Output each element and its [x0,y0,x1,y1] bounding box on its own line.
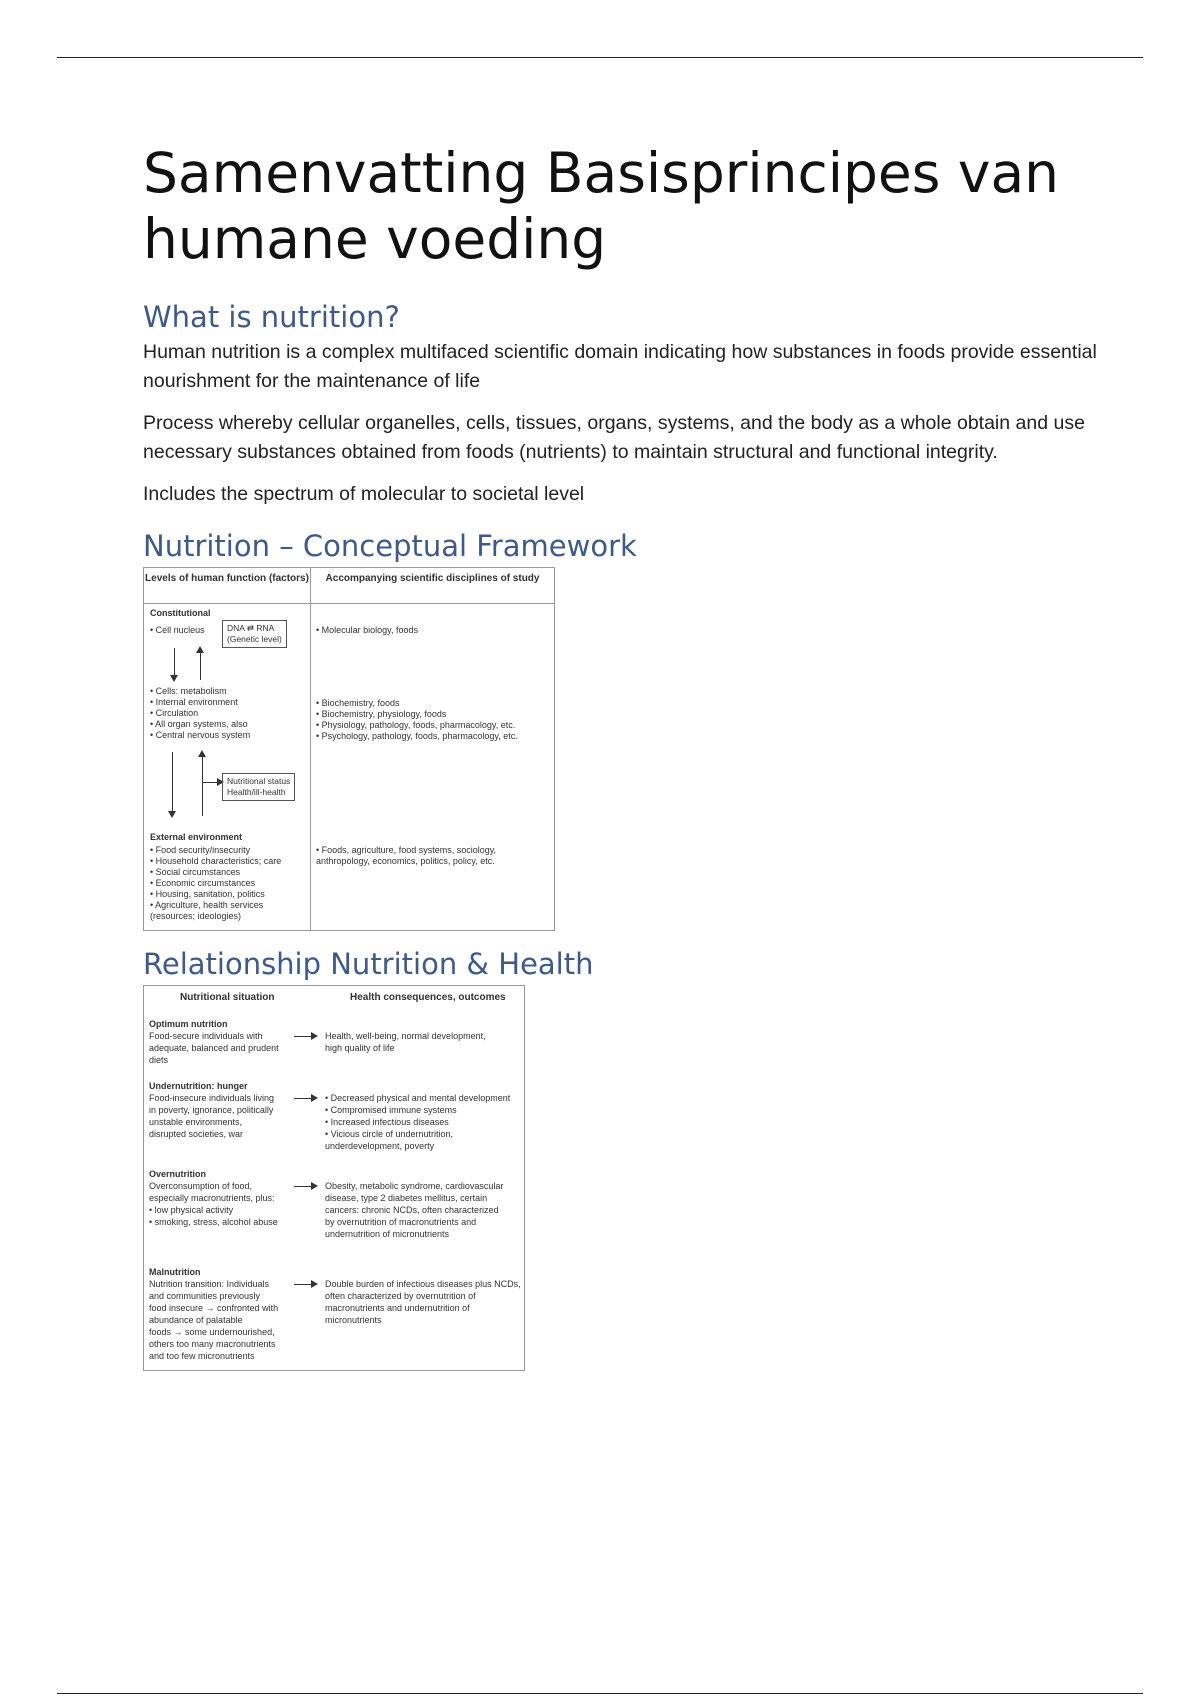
level-item: • Central nervous system [150,730,251,740]
bottom-rule [57,1693,1143,1694]
arrow-down-icon [172,752,173,816]
paragraph-spectrum: Includes the spectrum of molecular to societal level [143,483,585,505]
external-item: • Social circumstances [150,867,241,877]
external-item: (resources; ideologies) [150,911,242,921]
external-item: • Food security/insecurity [150,845,251,855]
row-left-line: Nutrition transition: Individuals [149,1279,270,1289]
row-right-line: disease, type 2 diabetes mellitus, certain [325,1193,488,1203]
document-body [143,140,1103,1371]
framework-col-right: Accompanying scientific disciplines of study [325,573,540,584]
external-item: • Economic circumstances [150,878,256,888]
row-right-line: Health, well-being, normal development, [325,1031,486,1041]
row-right-line: cancers: chronic NCDs, often characterized [325,1205,499,1215]
row-left-line: food insecure → confronted with [149,1303,279,1313]
genetic-box [222,620,287,648]
status-line: Health/ill-health [227,787,286,797]
heading-relationship: Relationship Nutrition & Health [143,947,594,981]
molecular-discipline: • Molecular biology, foods [316,625,419,635]
arrow-right-icon [202,782,222,783]
row-right-line: often characterized by overnutrition of [325,1291,476,1301]
external-discipline: anthropology, economics, politics, policy, etc. [316,856,495,866]
row-left-line: • smoking, stress, alcohol abuse [149,1217,278,1227]
arrow-up-icon [200,648,201,680]
row-left-line: others too many macronutrients [149,1339,276,1349]
arrow-down-icon [174,648,175,680]
arrow-right-icon [294,1098,316,1099]
external-item: • Agriculture, health services [150,900,264,910]
paragraph-definition: Human nutrition is a complex multifaced scientific domain indicating how substances in foods provide essential nourishment for the maintenance of life [143,341,1097,392]
row-left-line: unstable environments, [149,1117,243,1127]
row-left-line: diets [149,1055,169,1065]
row-title: Overnutrition [149,1169,207,1179]
row-left-line: in poverty, ignorance, politically [149,1105,274,1115]
external-discipline: • Foods, agriculture, food systems, sociology, [316,845,497,855]
page-title: Samenvatting Basisprincipes van humane voeding [143,141,1060,271]
nutritional-status-box [222,773,295,801]
relationship-figure [143,985,525,1371]
heading-what-is-nutrition: What is nutrition? [143,300,400,334]
row-right-line: • Compromised immune systems [325,1105,457,1115]
row-right-line: • Decreased physical and mental development [325,1093,511,1103]
row-left-line: adequate, balanced and prudent [149,1043,279,1053]
level-item: • Circulation [150,708,199,718]
paragraph-process: Process whereby cellular organelles, cells, tissues, organs, systems, and the body as a whole obtain and use necessary substances obtained from foods (nutrients) to maintain structural and functional integrity. [143,412,1085,463]
row-right-line: macronutrients and undernutrition of [325,1303,470,1313]
discipline-item: • Biochemistry, physiology, foods [316,709,447,719]
row-right-line: by overnutrition of macronutrients and [325,1217,477,1227]
relationship-col-right: Health consequences, outcomes [350,992,506,1003]
row-left-line: abundance of palatable [149,1315,243,1325]
row-right-line: Obesity, metabolic syndrome, cardiovascular [325,1181,504,1191]
row-title: Malnutrition [149,1267,201,1277]
arrow-right-icon [294,1186,316,1187]
row-right-line: underdevelopment, poverty [325,1141,435,1151]
framework-col-left: Levels of human function (factors) [145,573,309,584]
row-left-line: disrupted societies, war [149,1129,244,1139]
cell-nucleus-label: • Cell nucleus [150,625,205,635]
discipline-item: • Biochemistry, foods [316,698,400,708]
row-title: Undernutrition: hunger [149,1081,248,1091]
row-right-line: • Vicious circle of undernutrition, [325,1129,454,1139]
level-item: • Cells: metabolism [150,686,227,696]
row-left-line: Overconsumption of food, [149,1181,253,1191]
row-left-line: Food-secure individuals with [149,1031,263,1041]
level-item: • All organ systems, also [150,719,248,729]
discipline-item: • Physiology, pathology, foods, pharmacology, etc. [316,720,516,730]
arrow-right-icon [294,1284,316,1285]
row-right-line: undernutrition of micronutrients [325,1229,450,1239]
row-right-line: micronutrients [325,1315,382,1325]
constitutional-label: Constitutional [150,608,211,618]
row-left-line: • low physical activity [149,1205,234,1215]
external-item: • Household characteristics; care [150,856,282,866]
row-right-line: high quality of life [325,1043,395,1053]
conceptual-framework-figure [143,567,555,931]
row-right-line: • Increased infectious diseases [325,1117,449,1127]
relationship-col-left: Nutritional situation [180,992,275,1003]
external-item: • Housing, sanitation, politics [150,889,265,899]
external-env-label: External environment [150,832,243,842]
row-left-line: especially macronutrients, plus: [149,1193,275,1203]
heading-conceptual-framework: Nutrition – Conceptual Framework [143,529,637,563]
top-rule [57,57,1143,58]
row-left-line: foods → some undernourished, [149,1327,275,1337]
row-left-line: and communities previously [149,1291,261,1301]
row-left-line: and too few micronutrients [149,1351,255,1361]
level-item: • Internal environment [150,697,238,707]
genetic-level-label: (Genetic level) [227,634,282,644]
dna-rna-label: DNA ⇄ RNA [227,623,275,633]
row-title: Optimum nutrition [149,1019,228,1029]
arrow-right-icon [294,1036,316,1037]
discipline-item: • Psychology, pathology, foods, pharmacology, etc. [316,731,518,741]
row-left-line: Food-insecure individuals living [149,1093,275,1103]
arrow-up-icon [202,752,203,816]
row-right-line: Double burden of infectious diseases plus NCDs, [325,1279,521,1289]
status-line: Nutritional status [227,776,291,786]
